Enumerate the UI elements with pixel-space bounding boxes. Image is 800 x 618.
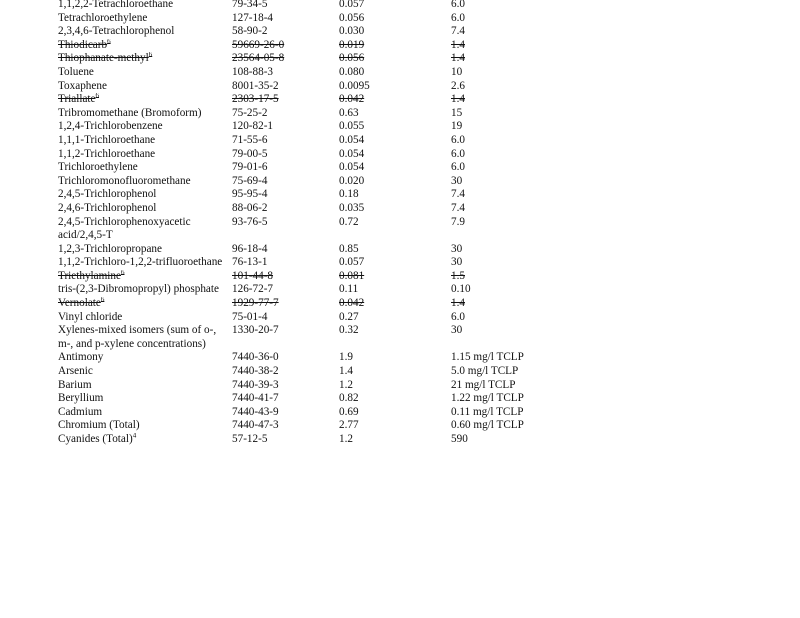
wastewater-standard-cell: 0.030: [339, 25, 365, 38]
table-row: [58, 0, 618, 12]
constituent-name-cell: [58, 39, 232, 53]
constituent-name: 1,1,2,2-Tetrachloroethane: [58, 0, 174, 10]
constituent-name: 1,1,2-Trichloroethane: [58, 147, 156, 160]
cas-number-cell: 7440-39-3: [232, 378, 279, 391]
wastewater-standard-cell: 0.020: [339, 174, 365, 187]
table-row: [58, 93, 618, 107]
wastewater-standard-cell: 0.72: [339, 215, 359, 228]
wastewater-standard-cell: 1.4: [339, 365, 353, 378]
constituent-name: Triallate: [58, 93, 96, 106]
wastewater-standard-cell: 0.057: [339, 0, 365, 10]
nonwastewater-standard-cell: 15: [451, 106, 463, 119]
table-row: [58, 12, 618, 26]
cas-number-cell: 95-95-4: [232, 188, 268, 201]
constituent-name: Thiodicarb: [58, 38, 108, 51]
footnote-marker: 6: [107, 38, 111, 46]
wastewater-standard-cell: 0.056: [339, 52, 365, 65]
cas-number-cell: 57-12-5: [232, 433, 268, 445]
constituent-name: Thiophanate-methyl: [58, 52, 149, 65]
nonwastewater-standard-cell: 0.10: [451, 283, 471, 296]
cas-number-cell: 7440-43-9: [232, 405, 279, 418]
cas-number-cell: 7440-41-7: [232, 392, 279, 405]
constituent-name: Vinyl chloride: [58, 310, 123, 323]
table-row: [58, 243, 618, 257]
nonwastewater-standard-cell: 7.4: [451, 188, 465, 201]
wastewater-standard-cell: 0.27: [339, 310, 359, 323]
constituent-name: Trichloroethylene: [58, 161, 138, 174]
constituent-name: tris-(2,3-Dibromopropyl) phosphate: [58, 283, 219, 296]
constituent-name-cell: [58, 351, 232, 365]
constituent-name-cell: [58, 433, 232, 447]
wastewater-standard-cell: 0.035: [339, 201, 365, 214]
nonwastewater-standard-cell: 5.0 mg/l TCLP: [451, 365, 519, 378]
constituent-name: 1,1,2-Trichloro-1,2,2-trifluoroethane: [58, 256, 223, 269]
wastewater-standard-cell: 0.69: [339, 405, 359, 418]
nonwastewater-standard-cell: 1.4: [451, 297, 465, 310]
nonwastewater-standard-cell: 6.0: [451, 161, 465, 174]
wastewater-standard-cell: 0.18: [339, 188, 359, 201]
nonwastewater-standard-cell: 7.4: [451, 201, 465, 214]
constituent-name: Arsenic: [58, 365, 93, 378]
table-row: [58, 25, 618, 39]
wastewater-standard-cell: 0.85: [339, 242, 359, 255]
nonwastewater-standard-cell: 1.4: [451, 93, 465, 106]
nonwastewater-standard-cell: 1.5: [451, 269, 465, 282]
constituent-name-cell: [58, 311, 232, 325]
wastewater-standard-cell: 0.63: [339, 106, 359, 119]
nonwastewater-standard-cell: 0.11 mg/l TCLP: [451, 405, 524, 418]
constituent-name: 1,1,1-Trichloroethane: [58, 133, 156, 146]
table-row: [58, 52, 618, 66]
cas-number-cell: 1929-77-7: [232, 297, 279, 310]
wastewater-standard-cell: 0.056: [339, 11, 365, 24]
footnote-marker: 4: [132, 433, 137, 440]
wastewater-standard-cell: 0.019: [339, 38, 365, 51]
constituent-name-cell: [58, 107, 232, 121]
constituent-name: 2,4,5-Trichlorophenol: [58, 188, 157, 201]
wastewater-standard-cell: 0.080: [339, 65, 365, 78]
nonwastewater-standard-cell: 1.22 mg/l TCLP: [451, 392, 524, 405]
cas-number-cell: 71-55-6: [232, 133, 268, 146]
constituent-table: [58, 0, 618, 447]
wastewater-standard-cell: 1.2: [339, 378, 353, 391]
footnote-marker: 6: [100, 297, 105, 304]
table-row: [58, 80, 618, 94]
constituent-name-cell: [58, 406, 232, 420]
cas-number-cell: 101-44-8: [232, 269, 274, 282]
table-row: [58, 161, 618, 175]
constituent-name-cell: [58, 243, 232, 257]
cas-number-cell: 7440-36-0: [232, 351, 279, 364]
cas-number-cell: 120-82-1: [232, 120, 274, 133]
wastewater-standard-cell: 1.2: [339, 433, 353, 445]
cas-number-cell: 93-76-5: [232, 215, 268, 228]
nonwastewater-standard-cell: 7.4: [451, 25, 465, 38]
table-row: [58, 256, 618, 270]
table-row: [58, 392, 618, 406]
nonwastewater-standard-cell: 1.4: [451, 52, 465, 65]
table-row: [58, 148, 618, 162]
wastewater-standard-cell: 1.9: [339, 351, 353, 364]
constituent-name-cell: [58, 120, 232, 134]
nonwastewater-standard-cell: 2.6: [451, 79, 465, 92]
footnote-marker: 6: [148, 52, 153, 59]
constituent-name-cell: [58, 175, 232, 189]
constituent-name: Cadmium: [58, 405, 103, 418]
constituent-name-cell: [58, 0, 232, 12]
wastewater-standard-cell: 0.054: [339, 133, 365, 146]
constituent-name: Xylenes-mixed isomers (sum of o-, m-, and p-xylene concentrations): [58, 324, 217, 350]
constituent-name-cell: [58, 283, 232, 297]
wastewater-standard-cell: 0.042: [339, 297, 365, 310]
nonwastewater-standard-cell: 30: [451, 256, 463, 269]
constituent-name-cell: [58, 188, 232, 202]
nonwastewater-standard-cell: 30: [451, 242, 463, 255]
nonwastewater-standard-cell: 6.0: [451, 310, 465, 323]
table-row: [58, 379, 618, 393]
constituent-name: 1,2,3-Trichloropropane: [58, 242, 162, 255]
cas-number-cell: 59669-26-0: [232, 38, 285, 51]
constituent-name-cell: [58, 392, 232, 406]
cas-number-cell: 1330-20-7: [232, 324, 279, 337]
nonwastewater-standard-cell: 19: [451, 120, 463, 133]
constituent-name-cell: [58, 161, 232, 175]
cas-number-cell: 75-69-4: [232, 174, 268, 187]
wastewater-standard-cell: 0.055: [339, 120, 365, 133]
footnote-marker: 6: [95, 93, 99, 100]
cas-number-cell: 88-06-2: [232, 201, 268, 214]
nonwastewater-standard-cell: 0.60 mg/l TCLP: [451, 419, 524, 432]
constituent-name: Trichloromonofluoromethane: [58, 174, 191, 187]
constituent-name-cell: [58, 202, 232, 216]
nonwastewater-standard-cell: 6.0: [451, 0, 465, 10]
cas-number-cell: 7440-47-3: [232, 419, 279, 432]
cas-number-cell: 96-18-4: [232, 242, 268, 255]
constituent-name: 2,4,5-Trichlorophenoxyacetic acid/2,4,5-T: [58, 215, 191, 242]
wastewater-standard-cell: 0.054: [339, 161, 365, 174]
nonwastewater-standard-cell: 590: [451, 433, 468, 445]
cas-number-cell: 127-18-4: [232, 11, 274, 24]
constituent-name-cell: [58, 25, 232, 39]
footnote-marker: 6: [120, 269, 125, 277]
table-row: [58, 311, 618, 325]
constituent-name: Tribromomethane (Bromoform): [58, 106, 202, 119]
table-row: [58, 351, 618, 365]
wastewater-standard-cell: 0.32: [339, 324, 359, 337]
constituent-name: Antimony: [58, 351, 104, 364]
cas-number-cell: 58-90-2: [232, 25, 268, 38]
constituent-name-cell: [58, 216, 232, 243]
cas-number-cell: 126-72-7: [232, 283, 274, 296]
cas-number-cell: 79-34-5: [232, 0, 268, 10]
cas-number-cell: 8001-35-2: [232, 79, 279, 92]
cas-number-cell: 23564-05-8: [232, 52, 285, 65]
constituent-name-cell: [58, 52, 232, 66]
constituent-name-cell: [58, 256, 232, 270]
wastewater-standard-cell: 0.054: [339, 147, 365, 160]
wastewater-standard-cell: 0.081: [339, 269, 365, 282]
table-row: [58, 107, 618, 121]
constituent-name-cell: [58, 66, 232, 80]
table-row: [58, 365, 618, 379]
constituent-name: Barium: [58, 378, 92, 391]
constituent-name-cell: [58, 379, 232, 393]
constituent-name-cell: [58, 93, 232, 107]
constituent-name-cell: [58, 270, 232, 284]
constituent-name-cell: [58, 324, 232, 351]
constituent-name-cell: [58, 365, 232, 379]
constituent-name: Cyanides (Total): [58, 433, 133, 445]
table-row: [58, 216, 618, 243]
constituent-name: Toluene: [58, 65, 94, 78]
nonwastewater-standard-cell: 7.9: [451, 215, 465, 228]
cas-number-cell: 2303-17-5: [232, 93, 279, 106]
table-row: [58, 406, 618, 420]
cas-number-cell: 79-01-6: [232, 161, 268, 174]
constituent-name: 2,4,6-Trichlorophenol: [58, 201, 157, 214]
wastewater-standard-cell: 0.11: [339, 283, 359, 296]
cas-number-cell: 75-01-4: [232, 310, 268, 323]
table-row: [58, 419, 618, 433]
constituent-name-cell: [58, 80, 232, 94]
constituent-name: Tetrachloroethylene: [58, 11, 148, 24]
nonwastewater-standard-cell: 21 mg/l TCLP: [451, 378, 516, 391]
table-body: [58, 0, 618, 447]
constituent-name: 2,3,4,6-Tetrachlorophenol: [58, 25, 175, 38]
table-row: [58, 297, 618, 311]
constituent-name: Beryllium: [58, 392, 104, 405]
constituent-name: Triethylamine: [58, 269, 121, 282]
table-row: [58, 188, 618, 202]
wastewater-standard-cell: 0.0095: [339, 79, 370, 92]
table-row: [58, 270, 618, 284]
table-row: [58, 433, 618, 447]
constituent-name: 1,2,4-Trichlorobenzene: [58, 120, 163, 133]
constituent-name: Toxaphene: [58, 79, 107, 92]
nonwastewater-standard-cell: 6.0: [451, 11, 465, 24]
table-row: [58, 175, 618, 189]
cas-number-cell: 7440-38-2: [232, 365, 279, 378]
nonwastewater-standard-cell: 6.0: [451, 133, 465, 146]
nonwastewater-standard-cell: 30: [451, 174, 463, 187]
constituent-name-cell: [58, 12, 232, 26]
table-row: [58, 202, 618, 216]
table-row: [58, 134, 618, 148]
constituent-name-cell: [58, 419, 232, 433]
cas-number-cell: 108-88-3: [232, 65, 274, 78]
wastewater-standard-cell: 0.042: [339, 93, 365, 106]
cas-number-cell: 75-25-2: [232, 106, 268, 119]
constituent-name: Chromium (Total): [58, 419, 140, 432]
nonwastewater-standard-cell: 1.15 mg/l TCLP: [451, 351, 524, 364]
wastewater-standard-cell: 0.057: [339, 256, 365, 269]
nonwastewater-standard-cell: 10: [451, 65, 463, 78]
table-row: [58, 324, 618, 351]
constituent-name: Vernolate: [58, 297, 101, 310]
wastewater-standard-cell: 2.77: [339, 419, 359, 432]
cas-number-cell: 76-13-1: [232, 256, 268, 269]
constituent-name-cell: [58, 134, 232, 148]
table-row: [58, 120, 618, 134]
table-row: [58, 39, 618, 53]
cas-number-cell: 79-00-5: [232, 147, 268, 160]
constituent-name-cell: [58, 148, 232, 162]
table-row: [58, 66, 618, 80]
nonwastewater-standard-cell: 30: [451, 324, 463, 337]
constituent-name-cell: [58, 297, 232, 311]
nonwastewater-standard-cell: 1.4: [451, 38, 465, 51]
table-row: [58, 283, 618, 297]
nonwastewater-standard-cell: 6.0: [451, 147, 465, 160]
wastewater-standard-cell: 0.82: [339, 392, 359, 405]
